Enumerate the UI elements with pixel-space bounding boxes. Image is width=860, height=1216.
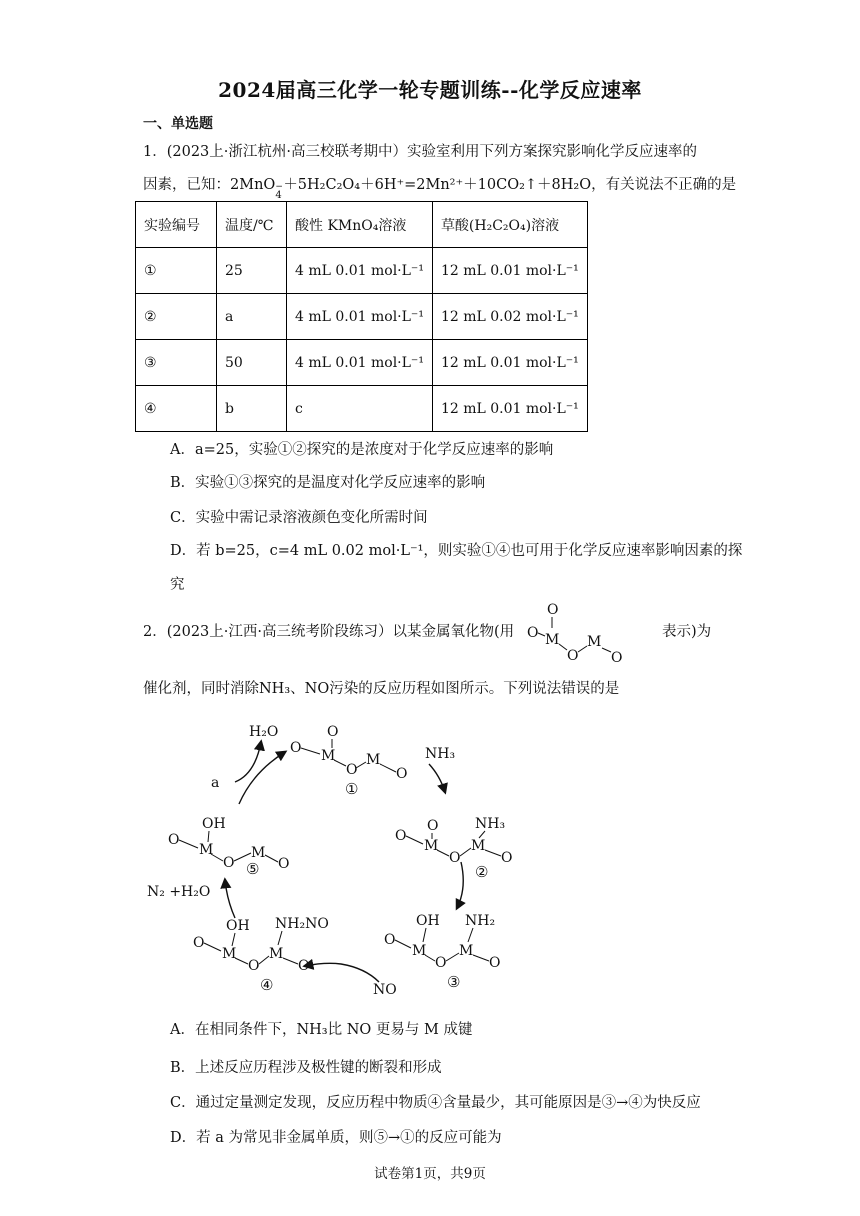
svg-text:OH: OH	[226, 918, 250, 934]
q2-option-b[interactable]: B．上述反应历程涉及极性键的断裂和形成	[170, 1060, 442, 1076]
table-cell: 12 mL 0.02 mol·L⁻¹	[432, 294, 587, 340]
table-cell: 4 mL 0.01 mol·L⁻¹	[287, 340, 433, 386]
svg-text:M: M	[424, 838, 439, 854]
table-cell: 4 mL 0.01 mol·L⁻¹	[287, 294, 433, 340]
svg-text:O: O	[427, 818, 439, 834]
cycle-arrow-5-to-1	[239, 752, 285, 804]
svg-text:O: O	[346, 762, 358, 778]
svg-text:O: O	[449, 850, 461, 866]
table-header-row	[136, 202, 588, 248]
svg-text:O: O	[248, 958, 260, 974]
q1-equation: ＋5H₂C₂O₄＋6H⁺=2Mn²⁺＋10CO₂↑＋8H₂O，有关说法不正确的是	[283, 177, 737, 193]
svg-text:O: O	[395, 828, 407, 844]
cycle-arrow-3-to-4	[305, 963, 379, 982]
q1-stem-line1: 1．(2023上·浙江杭州·高三校联考期中）实验室利用下列方案探究影响化学反应速率的	[143, 144, 697, 160]
page-title: 2024届高三化学一轮专题训练--化学反应速率	[218, 78, 642, 102]
species-label-2: ②	[475, 863, 489, 881]
q1-stem-line2	[143, 175, 737, 201]
table-cell: ②	[136, 294, 217, 340]
svg-text:O: O	[278, 856, 290, 872]
experiment-table	[135, 201, 588, 432]
n2-h2o-product-label: N₂ +H₂O	[147, 884, 211, 900]
svg-text:M: M	[366, 752, 381, 768]
table-cell: 12 mL 0.01 mol·L⁻¹	[432, 248, 587, 294]
svg-text:O: O	[290, 740, 302, 756]
section-heading: 一、单选题	[143, 116, 213, 132]
svg-text:M: M	[412, 943, 427, 959]
svg-text:O: O	[223, 855, 235, 871]
svg-text:OH: OH	[202, 816, 226, 832]
svg-text:O: O	[527, 625, 539, 641]
table-row	[136, 386, 588, 432]
permanganate-formula: MnO − 4	[239, 177, 283, 201]
cycle-arrow-2-to-3	[457, 862, 463, 908]
svg-text:M: M	[471, 838, 486, 854]
nh3-addition-arrow	[429, 764, 445, 792]
q1-option-a[interactable]: A．a=25，实验①②探究的是浓度对于化学反应速率的影响	[170, 442, 554, 458]
table-cell: b	[217, 386, 287, 432]
svg-text:M: M	[459, 943, 474, 959]
svg-text:OH: OH	[416, 913, 440, 929]
table-cell: a	[217, 294, 287, 340]
svg-text:O: O	[547, 602, 559, 618]
svg-text:NH₂: NH₂	[465, 913, 496, 929]
table-header-cell: 实验编号	[136, 202, 217, 248]
svg-text:O: O	[384, 932, 396, 948]
reagent-a-label: a	[211, 775, 220, 791]
q2-stem-line1-end: 表示)为	[662, 624, 712, 640]
table-cell: c	[287, 386, 433, 432]
species-label-5: ⑤	[246, 860, 260, 878]
svg-text:O: O	[567, 648, 579, 664]
svg-text:O: O	[435, 955, 447, 971]
q2-option-d[interactable]: D．若 a 为常见非金属单质，则⑤→①的反应可能为	[170, 1130, 502, 1146]
table-row	[136, 340, 588, 386]
q2-stem-line2: 催化剂，同时消除NH₃、NO污染的反应历程如图所示。下列说法错误的是	[143, 681, 620, 697]
svg-text:M: M	[587, 634, 602, 650]
svg-text:M: M	[545, 632, 560, 648]
page-footer: 试卷第1页，共9页	[374, 1166, 486, 1182]
table-cell: ④	[136, 386, 217, 432]
table-cell: 12 mL 0.01 mol·L⁻¹	[432, 386, 587, 432]
svg-text:M: M	[251, 845, 266, 861]
table-cell: 12 mL 0.01 mol·L⁻¹	[432, 340, 587, 386]
svg-text:O: O	[489, 955, 501, 971]
species-label-3: ③	[447, 973, 461, 991]
svg-text:O: O	[611, 650, 623, 664]
table-cell: 25	[217, 248, 287, 294]
table-cell: 50	[217, 340, 287, 386]
svg-text:M: M	[269, 946, 284, 962]
nh3-reactant-label: NH₃	[425, 746, 456, 762]
svg-text:O: O	[168, 832, 180, 848]
table-row	[136, 248, 588, 294]
table-cell: 4 mL 0.01 mol·L⁻¹	[287, 248, 433, 294]
svg-text:M: M	[199, 842, 214, 858]
species-label-4: ④	[260, 976, 274, 994]
table-cell: ①	[136, 248, 217, 294]
h2o-product-label: H₂O	[249, 724, 279, 740]
q1-option-d-continued: 究	[170, 577, 185, 593]
table-row	[136, 294, 588, 340]
table-header-cell: 温度/℃	[217, 202, 287, 248]
q1-option-b[interactable]: B．实验①③探究的是温度对化学反应速率的影响	[170, 475, 486, 491]
q1-stem-prefix: 因素，已知：2	[143, 177, 240, 193]
svg-text:NH₃: NH₃	[475, 816, 506, 832]
table-cell: ③	[136, 340, 217, 386]
catalyst-structure-icon	[525, 600, 660, 664]
no-reactant-label: NO	[373, 982, 397, 998]
svg-text:O: O	[501, 850, 513, 866]
reaction-cycle-diagram	[135, 712, 535, 1000]
table-header-cell: 酸性 KMnO₄溶液	[287, 202, 433, 248]
q1-option-d[interactable]: D．若 b=25，c=4 mL 0.02 mol·L⁻¹，则实验①④也可用于化学反应速率影响因素的探	[170, 543, 743, 559]
species-label-1: ①	[345, 780, 359, 798]
svg-text:O: O	[327, 724, 339, 740]
svg-text:O: O	[193, 935, 205, 951]
q2-stem-line1-start: 2．(2023上·江西·高三统考阶段练习）以某金属氧化物(用	[143, 624, 515, 640]
cycle-arrow-4-to-5	[225, 880, 235, 918]
q2-option-a[interactable]: A．在相同条件下，NH₃比 NO 更易与 M 成键	[170, 1022, 473, 1038]
svg-text:O: O	[396, 766, 408, 782]
q1-option-c[interactable]: C．实验中需记录溶液颜色变化所需时间	[170, 510, 428, 526]
svg-text:O: O	[298, 958, 310, 974]
svg-text:NH₂NO: NH₂NO	[275, 916, 329, 932]
table-header-cell: 草酸(H₂C₂O₄)溶液	[432, 202, 587, 248]
q2-option-c[interactable]: C．通过定量测定发现，反应历程中物质④含量最少，其可能原因是③→④为快反应	[170, 1095, 701, 1111]
svg-text:M: M	[222, 946, 237, 962]
svg-text:M: M	[321, 748, 336, 764]
